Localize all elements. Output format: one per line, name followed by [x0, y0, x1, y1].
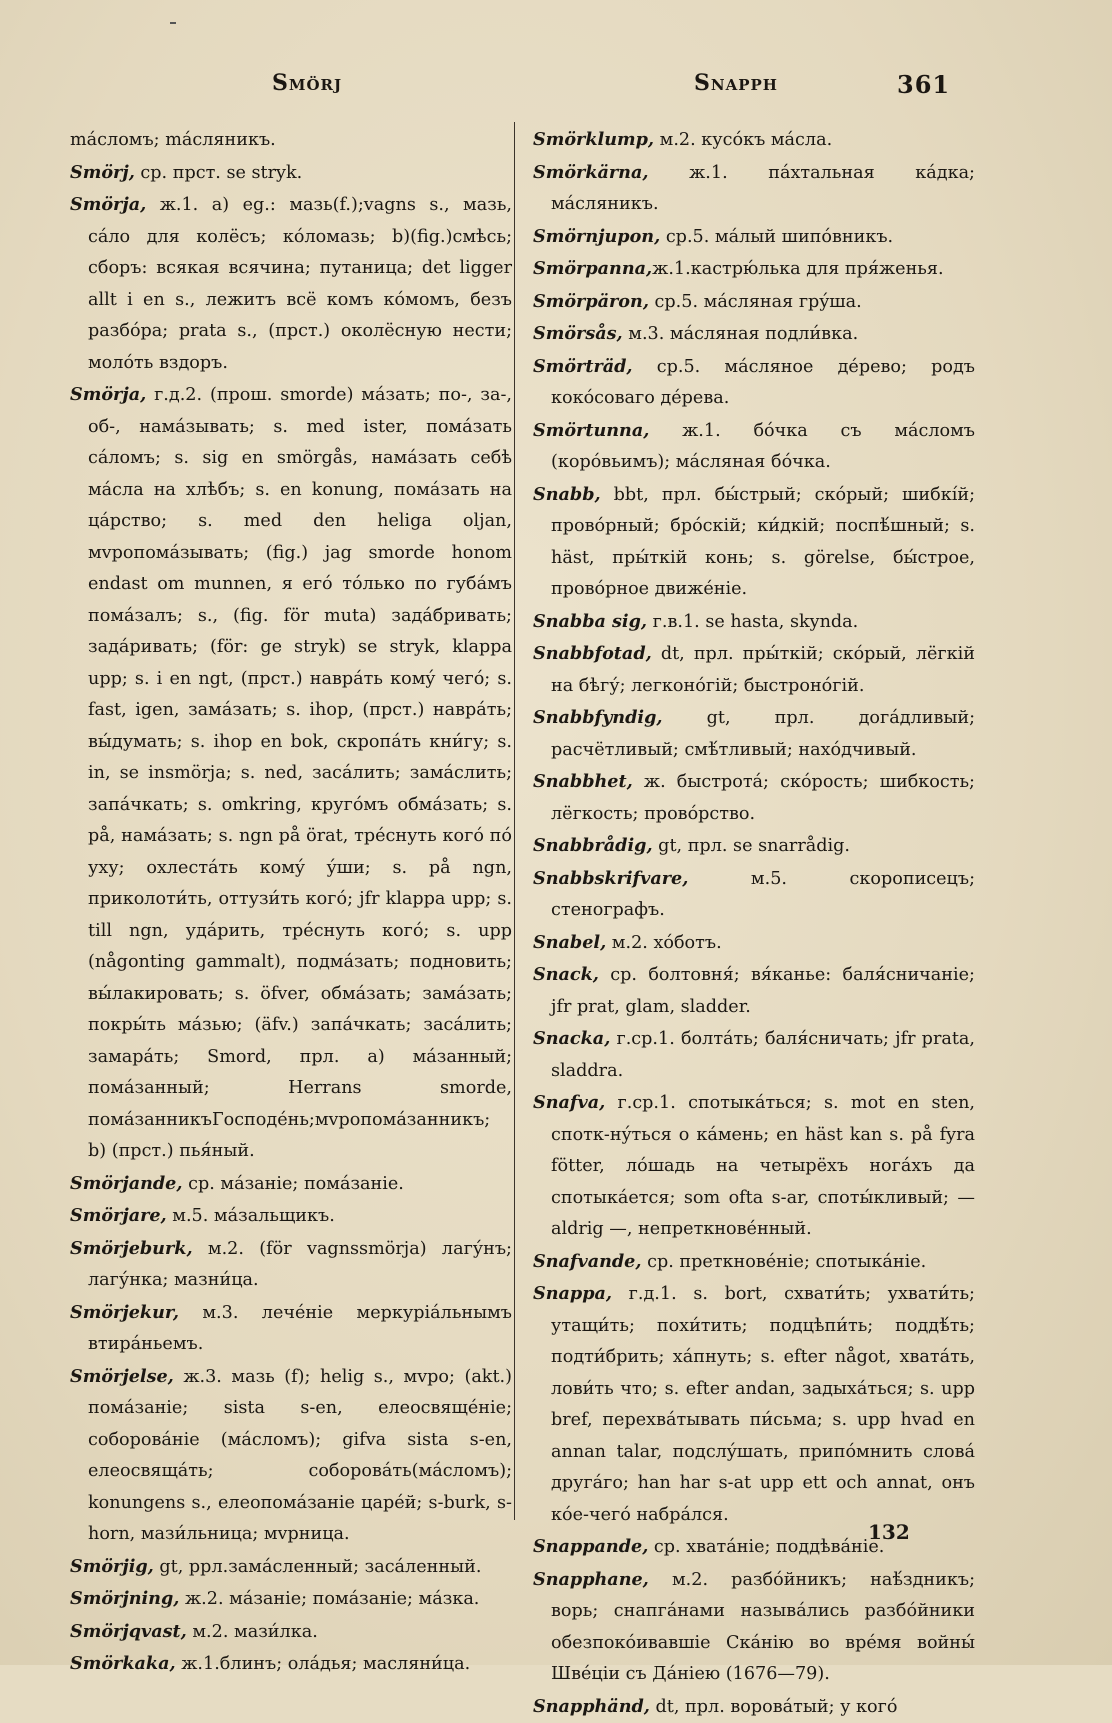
dictionary-entry [533, 351, 975, 415]
dictionary-entry [533, 253, 975, 286]
headword: Smörja, [70, 384, 146, 405]
headword: Snack, [533, 964, 599, 985]
definition: bbt, прл. бы́стрый; скóрый; шибкíй; провóрный; брóскій; ки́дкій; поспѣ́шный; s. häst, пры́ткій конь; s. görelse, бы́строе, провóрное движéніе. [551, 485, 975, 600]
definition: г.д.2. (прош. smorde) мáзать; по-, за-, об-, намáзывать; s. med ister, помáзать сáломъ; s. sig en smörgås, намáзать себѣ мáсла на хлѣбъ; s. en konung, помáзать на цáрство; s. med den heliga oljan, мvропомáзывать; (fig.) jag smorde honom endast om munnen, я егó тóлько по губáмъ помáзалъ; s., (fig. för muta) задáбривать; задáривать; (för: ge stryk) se stryk, klappa upp; s. i en ngt, (прст.) наврáть комý чегó; s. fast, igen, замáзать; s. ihop, (прст.) наврáть; вы́думать; s. ihop en bok, скропáть кни́гу; s. in, se insmörja; s. ned, засáлить; замáслить; запáчкать; s. omkring, кругóмъ обмáзать; s. på, намáзать; s. ngn på örat, трéснуть когó пó уху; охлестáть комý ýши; s. på ngn, приколоти́ть, оттузи́ть когó; jfr klappa upp; s. till ngn, удáрить, трéснуть когó; s. upp (någonting gammalt), подмáзать; подновить; вы́лакировать; s. öfver, обмáзать; замáзать; покры́ть мáзью; (äfv.) запáчкать; засáлить; замарáть; Smord, прл. а) мáзанный; помáзанный; Herrans smorde, помáзанникъГосподéнь;мvропомáзанникъ; b) (прст.) пья́ный. [88, 385, 512, 1161]
definition: ср.5. мáсляное дéрево; родъ кокóсоваго дéрева. [551, 357, 975, 409]
dictionary-entry [70, 1551, 512, 1584]
definition: м.2. (för vagnssmörja) лагу́нъ; лагу́нка; мазни́ца. [88, 1239, 512, 1291]
definition: ж.1. а) eg.: мазь(f.);vagns s., мазь, сáло для колёсъ; кóломазь; b)(fig.)смѣсь; сборъ: всякая всячина; путаница; det ligger allt i en s., лежитъ всё комъ кóмомъ, безъ разбóра; prata s., (прст.) околёсную нести; молóть вздоръ. [88, 195, 512, 373]
dictionary-entry [533, 766, 975, 830]
headword: Smörjig, [70, 1556, 154, 1577]
dictionary-entry [533, 1278, 975, 1531]
dictionary-entry [70, 379, 512, 1168]
definition: ж.1. бóчка съ мáсломъ (корóвьимъ); мáсляная бóчка. [551, 421, 975, 473]
column-divider [514, 122, 515, 1520]
dictionary-entry [533, 479, 975, 606]
definition: м.3. лечéніе меркуріáльнымъ втирáньемъ. [88, 1303, 512, 1355]
headword: Smörpäron, [533, 291, 649, 312]
headword: Snafvande, [533, 1251, 642, 1272]
dictionary-entry [70, 1200, 512, 1233]
definition: ж.2. мáзаніе; помáзаніе; мáзка. [179, 1589, 479, 1609]
definition: м.2. разбóйникъ; наѣ́здникъ; ворь; снапгáнами называ́лись разбóйники обезпокóивавшіе Скáнію во врéмя войны́ Швéціи съ Дáніею (1676—79). [551, 1570, 975, 1685]
headword: Snafva, [533, 1092, 605, 1113]
definition: ср. болтовня́; вя́канье: баля́сничаніе; jfr prat, glam, sladder. [551, 965, 975, 1017]
definition: ср.5. мáлый шипóвникъ. [660, 227, 893, 247]
dictionary-entry [533, 1564, 975, 1691]
headword: Smörjekur, [70, 1302, 179, 1323]
definition: г.ср.1. болтáть; баля́сничать; jfr prata, sladdra. [551, 1029, 975, 1081]
headword: Snappande, [533, 1536, 648, 1557]
dictionary-entry [533, 702, 975, 766]
dictionary-entry [70, 1297, 512, 1361]
definition: ж.1.кастрю́лька для пря́женья. [652, 259, 943, 279]
definition: г.ср.1. спотыкáться; s. mot en sten, спотк-нýться о кáмень; en häst kan s. på fyra fötter, лóшадь на четырёхъ ногáхъ да спотыкáется; som ofta s-ar, споты́кливый; — aldrig —, непреткновéнный. [551, 1093, 975, 1239]
dictionary-entry [533, 1246, 975, 1279]
definition: gt, прл. se snarrådig. [653, 836, 850, 856]
headword: Smörjqvast, [70, 1621, 187, 1642]
headword: Smörpanna, [533, 258, 652, 279]
headword: Smörjning, [70, 1588, 179, 1609]
dictionary-entry [70, 157, 512, 190]
dictionary-entry [70, 124, 512, 157]
dictionary-entry [70, 1361, 512, 1551]
definition: ж.1.блинъ; олáдья; масляни́ца. [176, 1654, 471, 1674]
headword: Smörkärna, [533, 162, 649, 183]
headword: Snapphane, [533, 1569, 649, 1590]
dictionary-entry [533, 1023, 975, 1087]
dictionary-entry [533, 318, 975, 351]
signature-number: 132 [868, 1520, 910, 1544]
headword: Snabbhet, [533, 771, 633, 792]
headword: Smörklump, [533, 129, 654, 150]
headword: Snabbrådig, [533, 835, 653, 856]
dictionary-entry [533, 124, 975, 157]
definition: ж. быстротá; скóрость; шибкость; лёгкость; провóрство. [551, 772, 975, 824]
definition: gt, прл. догáдливый; расчётливый; смѣ́тливый; нахóдчивый. [551, 708, 975, 760]
headword: Snappa, [533, 1283, 612, 1304]
headword: Smörjare, [70, 1205, 167, 1226]
definition: м.5. скорописецъ; стенографъ. [551, 869, 975, 921]
headword: Smörjande, [70, 1173, 183, 1194]
dictionary-entry [533, 606, 975, 639]
headword: Snabel, [533, 932, 606, 953]
definition: г.в.1. se hasta, skynda. [647, 612, 858, 632]
definition: м.2. кусóкъ мáсла. [654, 130, 832, 150]
definition: м.2. хóботъ. [606, 933, 721, 953]
running-head-right: Snapph [694, 70, 778, 110]
dictionary-entry [533, 415, 975, 479]
definition: г.д.1. s. bort, схвати́ть; ухвати́ть; утащи́ть; похи́тить; подцѣпи́ть; поддѣ́ть; подти́брить; хáпнуть; s. efter något, хватáть, лови́ть что; s. efter andan, задыхáться; s. upp bref, перехвáтывать пи́сьма; s. upp hvad en annan talar, подслýшать, припóмнить словá другáго; han har s-at upp ett och annat, онъ кóе-чегó набрáлся. [551, 1284, 975, 1525]
definition: ср. преткновéніе; спотыкáніе. [642, 1252, 927, 1272]
definition: ср. прст. se stryk. [135, 163, 302, 183]
dictionary-entry [533, 157, 975, 221]
headword: Smörjeburk, [70, 1238, 193, 1259]
headword: Smörträd, [533, 356, 633, 377]
definition: dt, прл. ворова́тый; у когó [650, 1697, 898, 1717]
headword: Snabbfotad, [533, 643, 652, 664]
headword: Smörsås, [533, 323, 623, 344]
headword: Snabbskrifvare, [533, 868, 688, 889]
dictionary-entry [533, 286, 975, 319]
dictionary-entry [70, 1168, 512, 1201]
headword: Snabba sig, [533, 611, 647, 632]
dictionary-entry [533, 221, 975, 254]
headword: Snabbfyndig, [533, 707, 663, 728]
running-head-left: Smörj [272, 70, 342, 110]
definition: ср.5. мáсляная грýша. [649, 292, 862, 312]
dictionary-entry [533, 863, 975, 927]
dictionary-entry [70, 1648, 512, 1681]
definition: м.3. мáсляная подли́вка. [623, 324, 859, 344]
dictionary-entry [70, 1616, 512, 1649]
definition: máсломъ; máсляникъ. [70, 130, 276, 150]
dictionary-entry [533, 959, 975, 1023]
definition: dt, прл. пры́ткій; скóрый, лёгкій на бѣгу́; легконóгій; быстронóгій. [551, 644, 975, 696]
page-mark [170, 22, 176, 24]
headword: Smörtunna, [533, 420, 649, 441]
headword: Smörnjupon, [533, 226, 660, 247]
definition: ср. мáзаніе; помáзаніе. [183, 1174, 404, 1194]
page-number: 361 [897, 70, 950, 110]
definition: ж.1. пáхтальная кáдка; мáсляникъ. [551, 163, 975, 215]
dictionary-entry [533, 830, 975, 863]
right-column [533, 124, 975, 1723]
headword: Smörja, [70, 194, 146, 215]
headword: Snapphänd, [533, 1696, 650, 1717]
definition: gt, ррл.замáсленный; засáленный. [154, 1557, 482, 1577]
left-column [70, 124, 512, 1681]
definition: ср. хватáніе; поддѣвáніе. [648, 1537, 884, 1557]
dictionary-entry [70, 189, 512, 379]
dictionary-entry [533, 927, 975, 960]
headword: Smörj, [70, 162, 135, 183]
headword: Snabb, [533, 484, 601, 505]
dictionary-entry [533, 638, 975, 702]
headword: Snacka, [533, 1028, 610, 1049]
definition: м.5. мáзальщикъ. [167, 1206, 335, 1226]
dictionary-entry [533, 1691, 975, 1723]
dictionary-entry [70, 1233, 512, 1297]
definition: ж.3. мазь (f); helig s., мvро; (akt.) помáзаніе; sista s-en, елеосвящéніе; соборовáніе (мáсломъ); gifva sista s-en, елеосвящáть; соборовáть(мáсломъ); konungens s., елеопомáзаніе царéй; s-burk, s-horn, мази́льница; мvрница. [88, 1367, 512, 1545]
definition: м.2. мази́лка. [187, 1622, 318, 1642]
dictionary-entry [70, 1583, 512, 1616]
dictionary-entry [533, 1087, 975, 1246]
headword: Smörkaka, [70, 1653, 176, 1674]
headword: Smörjelse, [70, 1366, 174, 1387]
